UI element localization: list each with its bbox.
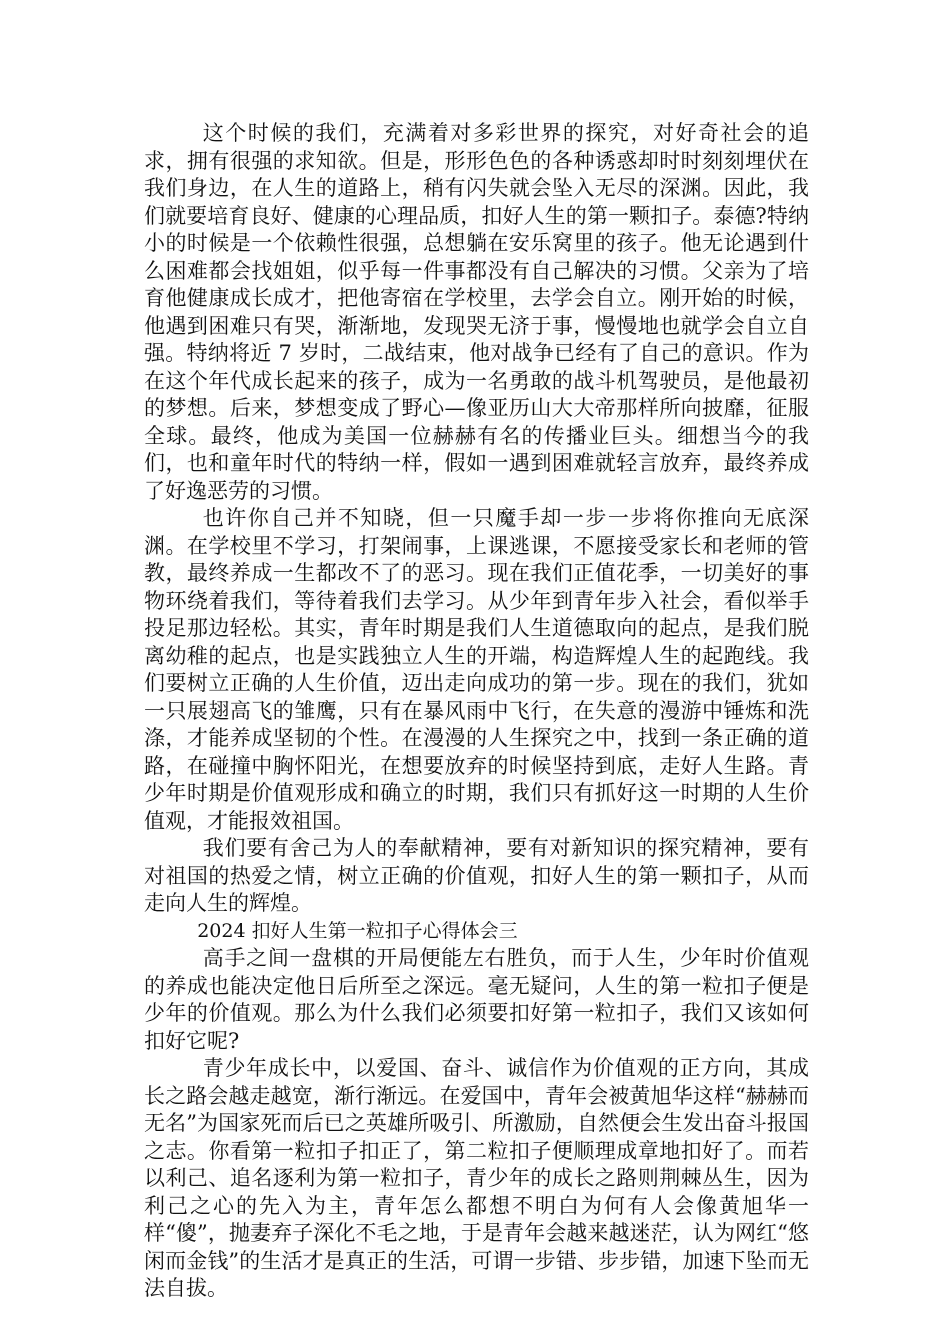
paragraph: 这个时候的我们，充满着对多彩世界的探究，对好奇社会的追求，拥有很强的求知欲。但是，形形色色的各种诱惑却时时刻刻埋伏在我们身边，在人生的道路上，稍有闪失就会坠入无尽的深渊。因此，我们就要培育良好、健康的心理品质，扣好人生的第一颗扣子。泰德?特纳小的时候是一个依赖性很强，总想躺在安乐窝里的孩子。他无论遇到什么困难都会找姐姐，似乎每一件事都没有自己解决的习惯。父亲为了培育他健康成长成才，把他寄宿在学校里，去学会自立。刚开始的时候，他遇到困难只有哭，渐渐地，发现哭无济于事，慢慢地也就学会自立自强。特纳将近 7 岁时，二战结束，他对战争已经有了自己的意识。作为在这个年代成长起来的孩子，成为一名勇敢的战斗机驾驶员，是他最初的梦想。后来，梦想变成了野心—像亚历山大大帝那样所向披靡，征服全球。最终，他成为美国一位赫赫有名的传播业巨头。细想当今的我们，也和童年时代的特纳一样，假如一遇到困难就轻言放弃，最终养成了好逸恶劳的习惯。 xyxy=(144,121,809,503)
paragraph: 高手之间一盘棋的开局便能左右胜负，而于人生，少年时价值观的养成也能决定他日后所至之深远。毫无疑问，人生的第一粒扣子便是少年的价值观。那么为什么我们必须要扣好第一粒扣子，我们又该如何扣好它呢? xyxy=(144,946,809,1053)
section-heading: 2024 扣好人生第一粒扣子心得体会三 xyxy=(197,919,518,942)
paragraph: 我们要有舍己为人的奉献精神，要有对新知识的探究精神，要有对祖国的热爱之情，树立正确的价值观，扣好人生的第一颗扣子，从而走向人生的辉煌。 xyxy=(144,836,809,915)
document-body xyxy=(144,120,809,1303)
paragraph: 青少年成长中，以爱国、奋斗、诚信作为价值观的正方向，其成长之路会越走越宽，渐行渐远。在爱国中，青年会被黄旭华这样“赫赫而无名”为国家死而后已之英雄所吸引、所激励，自然便会生发出奋斗报国之志。你看第一粒扣子扣正了，第二粒扣子便顺理成章地扣好了。而若以利己、追名逐利为第一粒扣子，青少年的成长之路则荆棘丛生，因为利己之心的先入为主，青年怎么都想不明白为何有人会像黄旭华一样“傻”，抛妻弃子深化不毛之地，于是青年会越来越迷茫，认为网红“悠闲而金钱”的生活才是真正的生活，可谓一步错、步步错，加速下坠而无法自拔。 xyxy=(144,1056,809,1300)
paragraph: 也许你自己并不知晓，但一只魔手却一步一步将你推向无底深渊。在学校里不学习，打架闹事，上课逃课，不愿接受家长和老师的管教，最终养成一生都改不了的恶习。现在我们正值花季，一切美好的事物环绕着我们，等待着我们去学习。从少年到青年步入社会，看似举手投足那边轻松。其实，青年时期是我们人生道德取向的起点，是我们脱离幼稚的起点，也是实践独立人生的开端，构造辉煌人生的起跑线。我们要树立正确的人生价值，迈出走向成功的第一步。现在的我们，犹如一只展翅高飞的雏鹰，只有在暴风雨中飞行，在失意的漫游中锤炼和洗涤，才能养成坚韧的个性。在漫漫的人生探究之中，找到一条正确的道路，在碰撞中胸怀阳光，在想要放弃的时候坚持到底，走好人生路。青少年时期是价值观形成和确立的时期，我们只有抓好这一时期的人生价值观，才能报效祖国。 xyxy=(144,506,809,833)
